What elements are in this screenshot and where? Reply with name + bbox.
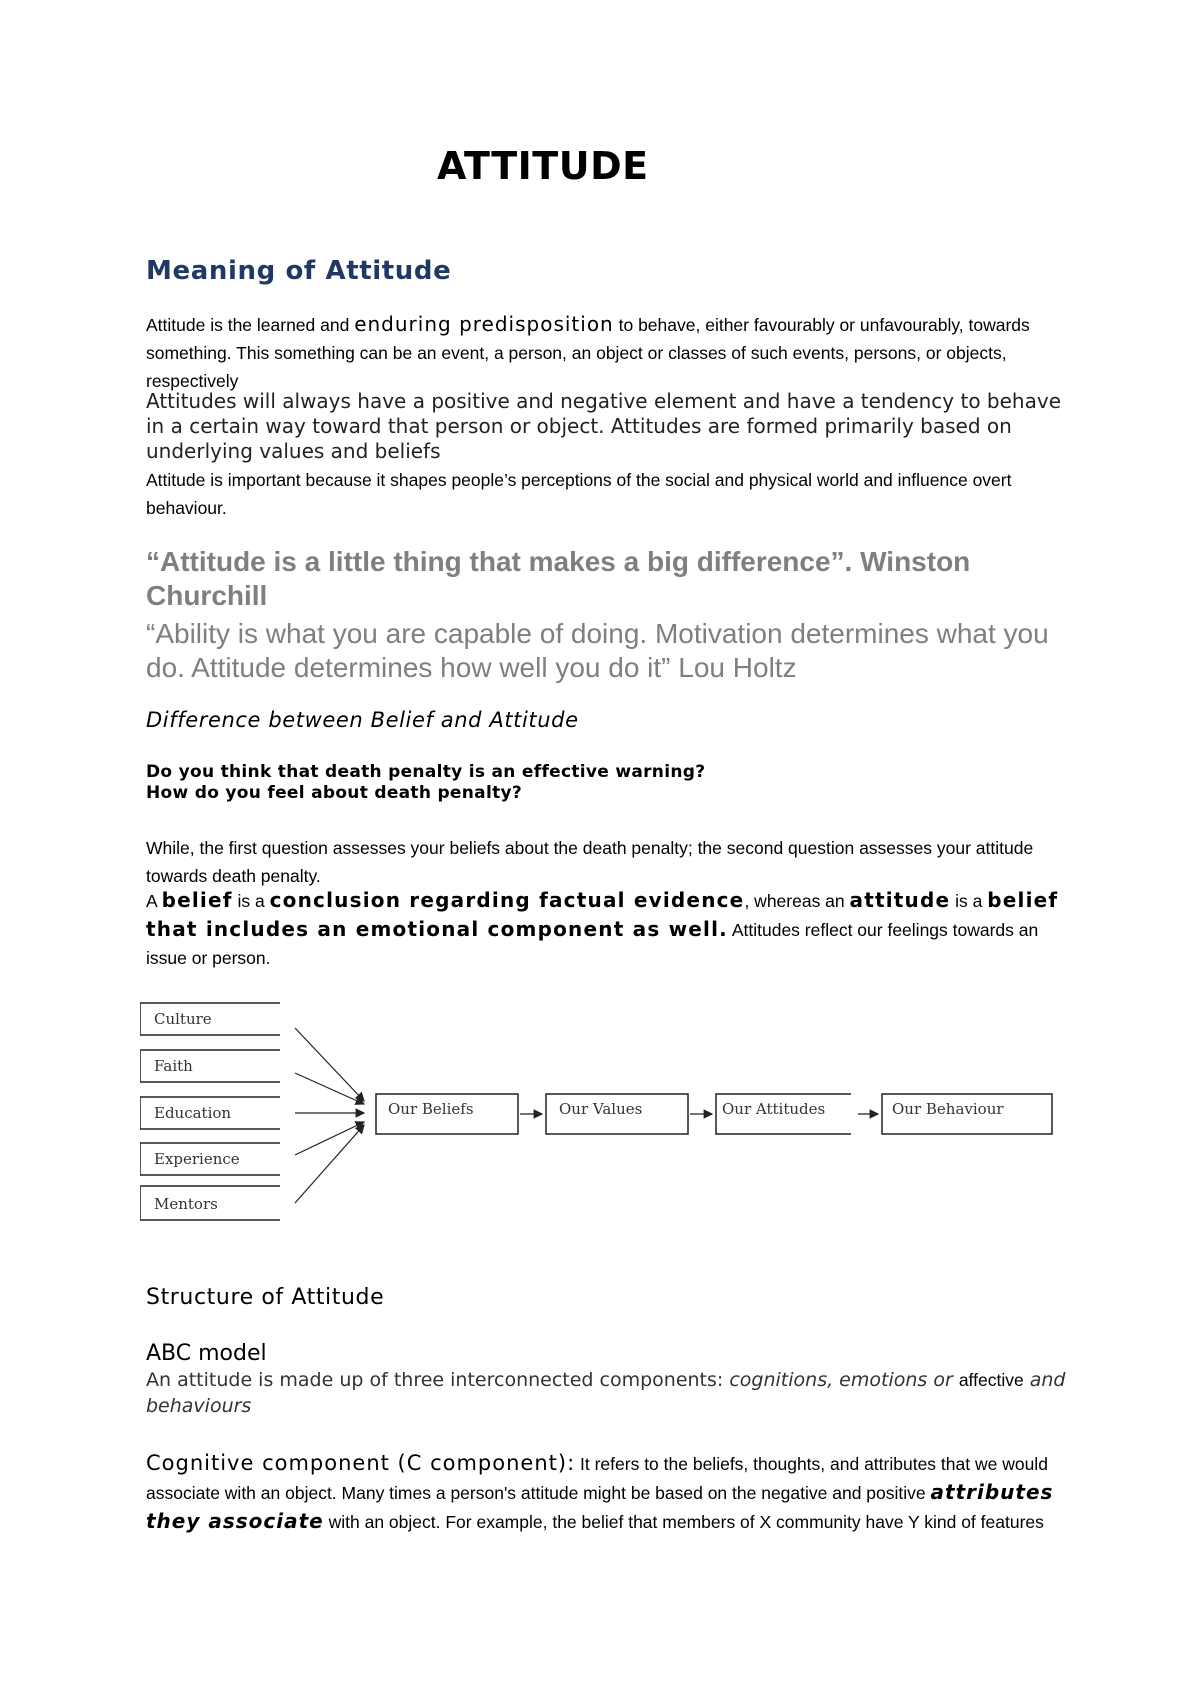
converging-arrows	[295, 1028, 364, 1203]
source-label: Mentors	[154, 1195, 218, 1213]
arrow	[295, 1122, 364, 1155]
abc-paragraph: An attitude is made up of three interconnected components: cognitions, emotions or affective and behaviours	[146, 1369, 1066, 1417]
emphasis-text: enduring predisposition	[354, 312, 614, 336]
meaning-heading: Meaning of Attitude	[146, 256, 452, 286]
question-1: Do you think that death penalty is an effective warning?	[146, 762, 706, 782]
quote-churchill: “Attitude is a little thing that makes a big difference”. Winston Churchill	[146, 546, 971, 611]
attitude-formation-diagram	[140, 990, 1080, 1230]
difference-heading: Difference between Belief and Attitude	[146, 708, 579, 732]
difference-paragraph-1: While, the first question assesses your beliefs about the death penalty; the second question assesses your attitude towards death penalty.	[146, 838, 1034, 886]
arrow	[295, 1125, 364, 1203]
chain-label: Our Values	[559, 1100, 643, 1118]
meaning-paragraph-2: Attitudes will always have a positive and negative element and have a tendency to behave in a certain way toward that person or object. Attitudes are formed primarily based on underlying values and beliefs	[146, 389, 1061, 463]
source-label: Culture	[154, 1010, 212, 1028]
arrow	[295, 1073, 364, 1104]
cognitive-component-heading: Cognitive component (C component):	[146, 1451, 576, 1475]
chain-label: Our Attitudes	[722, 1100, 826, 1118]
quote-holtz: “Ability is what you are capable of doing. Motivation determines what you do. Attitude determines how well you do it” Lou Holtz	[146, 618, 1049, 683]
source-label: Education	[154, 1104, 232, 1122]
meaning-paragraph-3: Attitude is important because it shapes people’s perceptions of the social and physical world and influence overt behaviour.	[146, 470, 1012, 518]
arrow	[295, 1028, 364, 1101]
cognitive-component-paragraph: Cognitive component (C component): It refers to the beliefs, thoughts, and attributes that we would associate with an object. Many times a person's attitude might be based on the negative and positive attributes they associate with an object. For example, the belief that members of X community have Y kind of features	[146, 1451, 1054, 1533]
chain-label: Our Beliefs	[388, 1100, 474, 1118]
difference-paragraph-2: A belief is a conclusion regarding factual evidence, whereas an attitude is a belief that includes an emotional component as well. Attitudes reflect our feelings towards an issue or person.	[146, 888, 1059, 968]
questions-block	[146, 762, 1046, 804]
source-label: Experience	[154, 1150, 240, 1168]
abc-heading: ABC model	[146, 1341, 267, 1366]
structure-heading: Structure of Attitude	[146, 1285, 385, 1310]
chain-label: Our Behaviour	[892, 1100, 1004, 1118]
document-title: ATTITUDE	[437, 144, 649, 188]
question-2: How do you feel about death penalty?	[146, 783, 523, 803]
source-label: Faith	[154, 1057, 193, 1075]
meaning-paragraph-1: Attitude is the learned and enduring predisposition to behave, either favourably or unfavourably, towards something. This something can be an event, a person, an object or classes of such events, persons, or objects, respectively	[146, 312, 1030, 391]
